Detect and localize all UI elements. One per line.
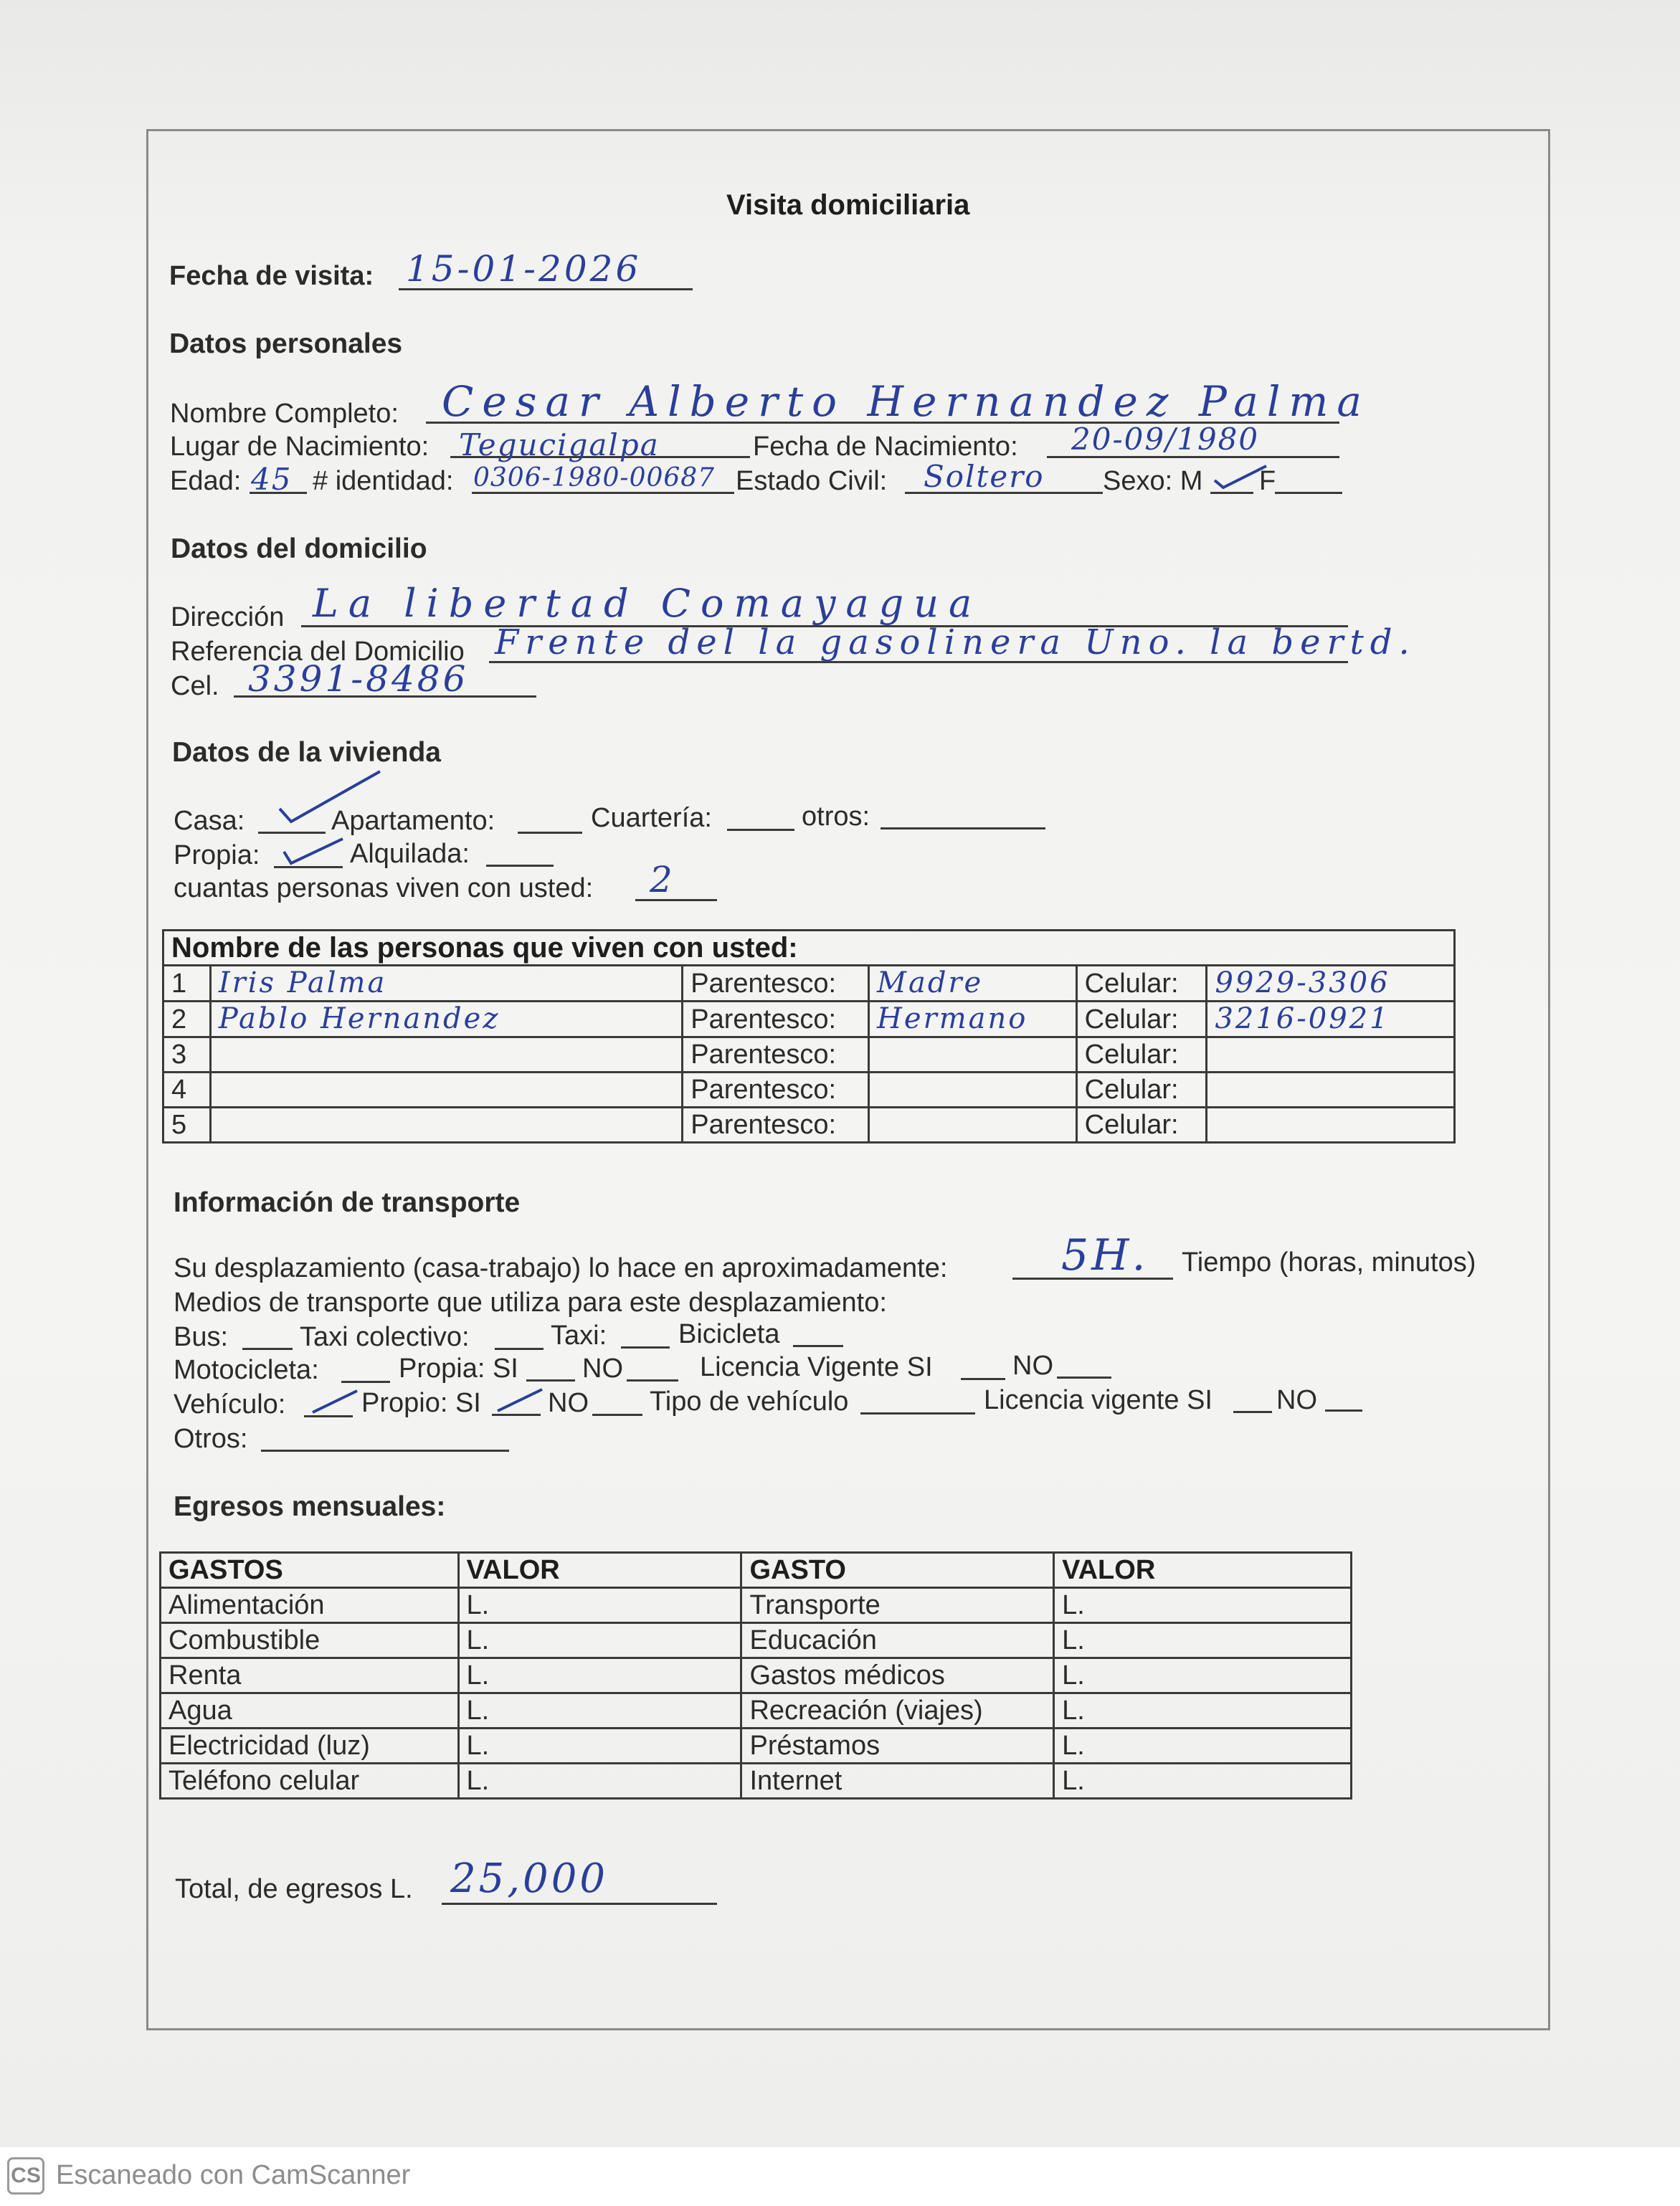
resident-celular-label: Celular: xyxy=(1076,1037,1207,1073)
cuarteria-line xyxy=(727,829,794,831)
resident-celular-label: Celular: xyxy=(1076,966,1207,1002)
expense-right-label: Préstamos xyxy=(741,1729,1054,1764)
resident-phone: 9929-3306 xyxy=(1215,966,1390,999)
resident-name: Iris Palma xyxy=(218,966,387,999)
taxi-col-line xyxy=(495,1348,544,1350)
expense-row xyxy=(161,1764,1352,1799)
bike-label: Bicicleta xyxy=(678,1319,780,1349)
apartamento-label: Apartamento: xyxy=(331,806,495,836)
expense-right-label: Transporte xyxy=(741,1588,1054,1623)
birthdate-value: 20-09/1980 xyxy=(1071,422,1260,457)
expenses-header-row xyxy=(161,1553,1352,1588)
birthplace-value: Tegucigalpa xyxy=(459,427,660,462)
resident-row xyxy=(163,1037,1455,1073)
age-value: 45 xyxy=(251,462,293,497)
phone-value: 3391-8486 xyxy=(248,658,469,700)
resident-number: 5 xyxy=(163,1108,211,1143)
resident-celular-label: Celular: xyxy=(1076,1108,1207,1143)
casa-label: Casa: xyxy=(174,806,245,836)
resident-parentesco-label: Parentesco: xyxy=(683,1108,869,1143)
resident-celular-label: Celular: xyxy=(1076,1002,1207,1037)
vehicle-si-check-icon xyxy=(495,1387,545,1415)
expenses-header-valor-left: VALOR xyxy=(458,1553,741,1588)
visit-date-label: Fecha de visita: xyxy=(169,261,374,291)
address-value: La libertad Comayagua xyxy=(313,581,982,626)
apartamento-line xyxy=(518,832,582,834)
reference-value: Frente del la gasolinera Uno. la bertd. xyxy=(495,622,1416,662)
expense-row xyxy=(161,1588,1352,1623)
form-title: Visita domiciliaria xyxy=(726,189,970,221)
expense-right-value: L. xyxy=(1054,1623,1352,1658)
resident-name-cell xyxy=(210,1002,682,1037)
others-label: Otros: xyxy=(174,1424,248,1454)
bus-label: Bus: xyxy=(174,1322,229,1352)
resident-relation-cell xyxy=(869,966,1077,1002)
moto-label: Motocicleta: xyxy=(174,1355,319,1385)
resident-relation: Hermano xyxy=(877,1002,1028,1035)
resident-parentesco-label: Parentesco: xyxy=(683,1002,869,1037)
expense-right-value: L. xyxy=(1054,1658,1352,1693)
resident-row xyxy=(163,966,1455,1002)
resident-relation: Madre xyxy=(877,966,984,999)
count-label: cuantas personas viven con usted: xyxy=(174,873,594,903)
resident-parentesco-label: Parentesco: xyxy=(683,966,869,1002)
expense-left-label: Electricidad (luz) xyxy=(161,1729,459,1764)
sex-f-label: F xyxy=(1259,466,1276,496)
expense-row xyxy=(161,1693,1352,1729)
expense-left-value: L. xyxy=(458,1764,741,1799)
housing-heading: Datos de la vivienda xyxy=(172,737,441,768)
license-si-line xyxy=(961,1378,1005,1380)
expenses-header-valor-right: VALOR xyxy=(1054,1553,1352,1588)
vehicle-no-label: NO xyxy=(548,1388,589,1418)
license-no-line xyxy=(1057,1377,1111,1379)
otros-label: otros: xyxy=(802,802,870,832)
moto-si-line xyxy=(526,1379,575,1382)
expense-right-label: Recreación (viajes) xyxy=(741,1693,1054,1729)
resident-name-cell xyxy=(210,966,682,1002)
resident-row xyxy=(163,1073,1455,1108)
expense-right-value: L. xyxy=(1054,1693,1352,1729)
others-line xyxy=(261,1450,509,1452)
license-no-label: NO xyxy=(1012,1351,1053,1381)
moto-no-label: NO xyxy=(582,1354,623,1384)
otros-line xyxy=(881,827,1045,829)
moto-own-label: Propia: SI xyxy=(399,1354,518,1384)
civil-value: Soltero xyxy=(924,459,1045,494)
resident-row xyxy=(163,1108,1455,1143)
expense-left-label: Agua xyxy=(161,1693,459,1729)
count-value: 2 xyxy=(650,859,675,900)
resident-number: 4 xyxy=(163,1073,211,1108)
id-label: # identidad: xyxy=(313,466,454,496)
expense-right-value: L. xyxy=(1054,1588,1352,1623)
license2-no-line xyxy=(1325,1409,1362,1412)
resident-name-cell xyxy=(210,1037,682,1073)
alquilada-line xyxy=(486,865,554,867)
expenses-heading: Egresos mensuales: xyxy=(174,1491,446,1522)
resident-phone-cell xyxy=(1207,1073,1455,1108)
resident-phone-cell xyxy=(1207,1037,1455,1073)
domicile-heading: Datos del domicilio xyxy=(171,533,427,564)
resident-number: 3 xyxy=(163,1037,211,1073)
expense-left-value: L. xyxy=(458,1693,741,1729)
scanner-footer xyxy=(0,2147,1680,2206)
residents-header-row xyxy=(163,931,1455,966)
expense-right-label: Educación xyxy=(741,1623,1054,1658)
birthdate-label: Fecha de Nacimiento: xyxy=(753,432,1018,462)
propia-label: Propia: xyxy=(174,840,260,870)
resident-relation-cell xyxy=(869,1037,1077,1073)
license2-label: Licencia vigente SI xyxy=(984,1385,1212,1415)
resident-phone-cell xyxy=(1207,1002,1455,1037)
resident-relation-cell xyxy=(869,1108,1077,1143)
id-value: 0306-1980-00687 xyxy=(473,463,716,493)
means-label: Medios de transporte que utiliza para este desplazamiento: xyxy=(174,1288,887,1318)
resident-relation-cell xyxy=(869,1073,1077,1108)
visit-date-value: 15-01-2026 xyxy=(406,248,642,290)
name-value: Cesar Alberto Hernandez Palma xyxy=(442,377,1370,426)
license-label: Licencia Vigente SI xyxy=(700,1352,933,1382)
scanner-watermark-text: Escaneado con CamScanner xyxy=(56,2160,411,2190)
commute-label: Su desplazamiento (casa-trabajo) lo hace en aproximadamente: xyxy=(174,1253,948,1283)
expense-left-value: L. xyxy=(458,1729,741,1764)
name-label: Nombre Completo: xyxy=(170,399,399,429)
total-value: 25,000 xyxy=(450,1855,608,1902)
resident-phone-cell xyxy=(1207,1108,1455,1143)
license2-no-label: NO xyxy=(1276,1385,1317,1415)
expenses-table xyxy=(159,1551,1352,1799)
expense-right-value: L. xyxy=(1054,1764,1352,1799)
total-label: Total, de egresos L. xyxy=(175,1874,413,1904)
phone-label: Cel. xyxy=(171,671,219,701)
sex-f-line xyxy=(1275,492,1342,494)
commute-unit: Tiempo (horas, minutos) xyxy=(1182,1247,1476,1278)
birthplace-label: Lugar de Nacimiento: xyxy=(170,432,430,462)
propia-check-icon xyxy=(281,835,346,870)
residents-heading: Nombre de las personas que viven con usted: xyxy=(163,931,1455,966)
resident-celular-label: Celular: xyxy=(1076,1073,1207,1108)
expense-row xyxy=(161,1658,1352,1693)
resident-phone: 3216-0921 xyxy=(1215,1002,1390,1035)
moto-no-line xyxy=(627,1379,678,1382)
resident-name: Pablo Hernandez xyxy=(218,1002,500,1035)
expense-left-label: Teléfono celular xyxy=(161,1764,459,1799)
license2-si-line xyxy=(1233,1411,1272,1413)
expense-left-value: L. xyxy=(458,1588,741,1623)
taxi-label: Taxi: xyxy=(551,1321,607,1351)
transport-heading: Información de transporte xyxy=(174,1187,521,1218)
expense-right-label: Gastos médicos xyxy=(741,1658,1054,1693)
expense-right-label: Internet xyxy=(741,1764,1054,1799)
sex-label: Sexo: M xyxy=(1103,466,1203,496)
expense-left-label: Combustible xyxy=(161,1623,459,1658)
expense-row xyxy=(161,1729,1352,1764)
expenses-header-gastos: GASTOS xyxy=(161,1553,459,1588)
bus-line xyxy=(242,1348,293,1350)
expense-left-value: L. xyxy=(458,1658,741,1693)
expense-left-label: Renta xyxy=(161,1658,459,1693)
cuarteria-label: Cuartería: xyxy=(591,803,712,833)
resident-row xyxy=(163,1002,1455,1037)
residents-table xyxy=(162,929,1456,1144)
vehicle-type-line xyxy=(860,1412,975,1415)
bike-line xyxy=(793,1345,843,1347)
resident-number: 1 xyxy=(163,966,211,1002)
resident-relation-cell xyxy=(869,1002,1077,1037)
commute-value: 5H. xyxy=(1061,1230,1149,1280)
sex-m-line xyxy=(1210,492,1253,494)
vehicle-type-label: Tipo de vehículo xyxy=(650,1387,849,1417)
taxi-line xyxy=(621,1346,670,1349)
resident-number: 2 xyxy=(163,1002,211,1037)
expense-left-label: Alimentación xyxy=(161,1588,459,1623)
resident-phone-cell xyxy=(1207,966,1455,1002)
sex-f-check-icon xyxy=(1212,462,1269,490)
expenses-header-gasto: GASTO xyxy=(741,1553,1054,1588)
taxi-col-label: Taxi colectivo: xyxy=(300,1322,470,1352)
alquilada-label: Alquilada: xyxy=(350,839,470,869)
total-line xyxy=(442,1903,717,1905)
moto-line xyxy=(341,1381,390,1383)
expense-left-value: L. xyxy=(458,1623,741,1658)
age-label: Edad: xyxy=(170,466,242,496)
camscanner-logo-icon: CS xyxy=(7,2157,44,2195)
vehicle-check-icon xyxy=(310,1388,360,1417)
personal-heading: Datos personales xyxy=(169,328,403,359)
expense-row xyxy=(161,1623,1352,1658)
civil-label: Estado Civil: xyxy=(736,466,888,496)
vehicle-label: Vehículo: xyxy=(174,1389,286,1420)
resident-parentesco-label: Parentesco: xyxy=(683,1073,869,1108)
resident-name-cell xyxy=(210,1073,682,1108)
resident-parentesco-label: Parentesco: xyxy=(683,1037,869,1073)
expense-right-value: L. xyxy=(1054,1729,1352,1764)
count-line xyxy=(635,899,717,901)
address-label: Dirección xyxy=(171,602,285,632)
vehicle-own-label: Propio: SI xyxy=(361,1388,481,1418)
resident-name-cell xyxy=(210,1108,682,1143)
vehicle-no-line xyxy=(592,1414,642,1416)
reference-label: Referencia del Domicilio xyxy=(171,637,465,667)
